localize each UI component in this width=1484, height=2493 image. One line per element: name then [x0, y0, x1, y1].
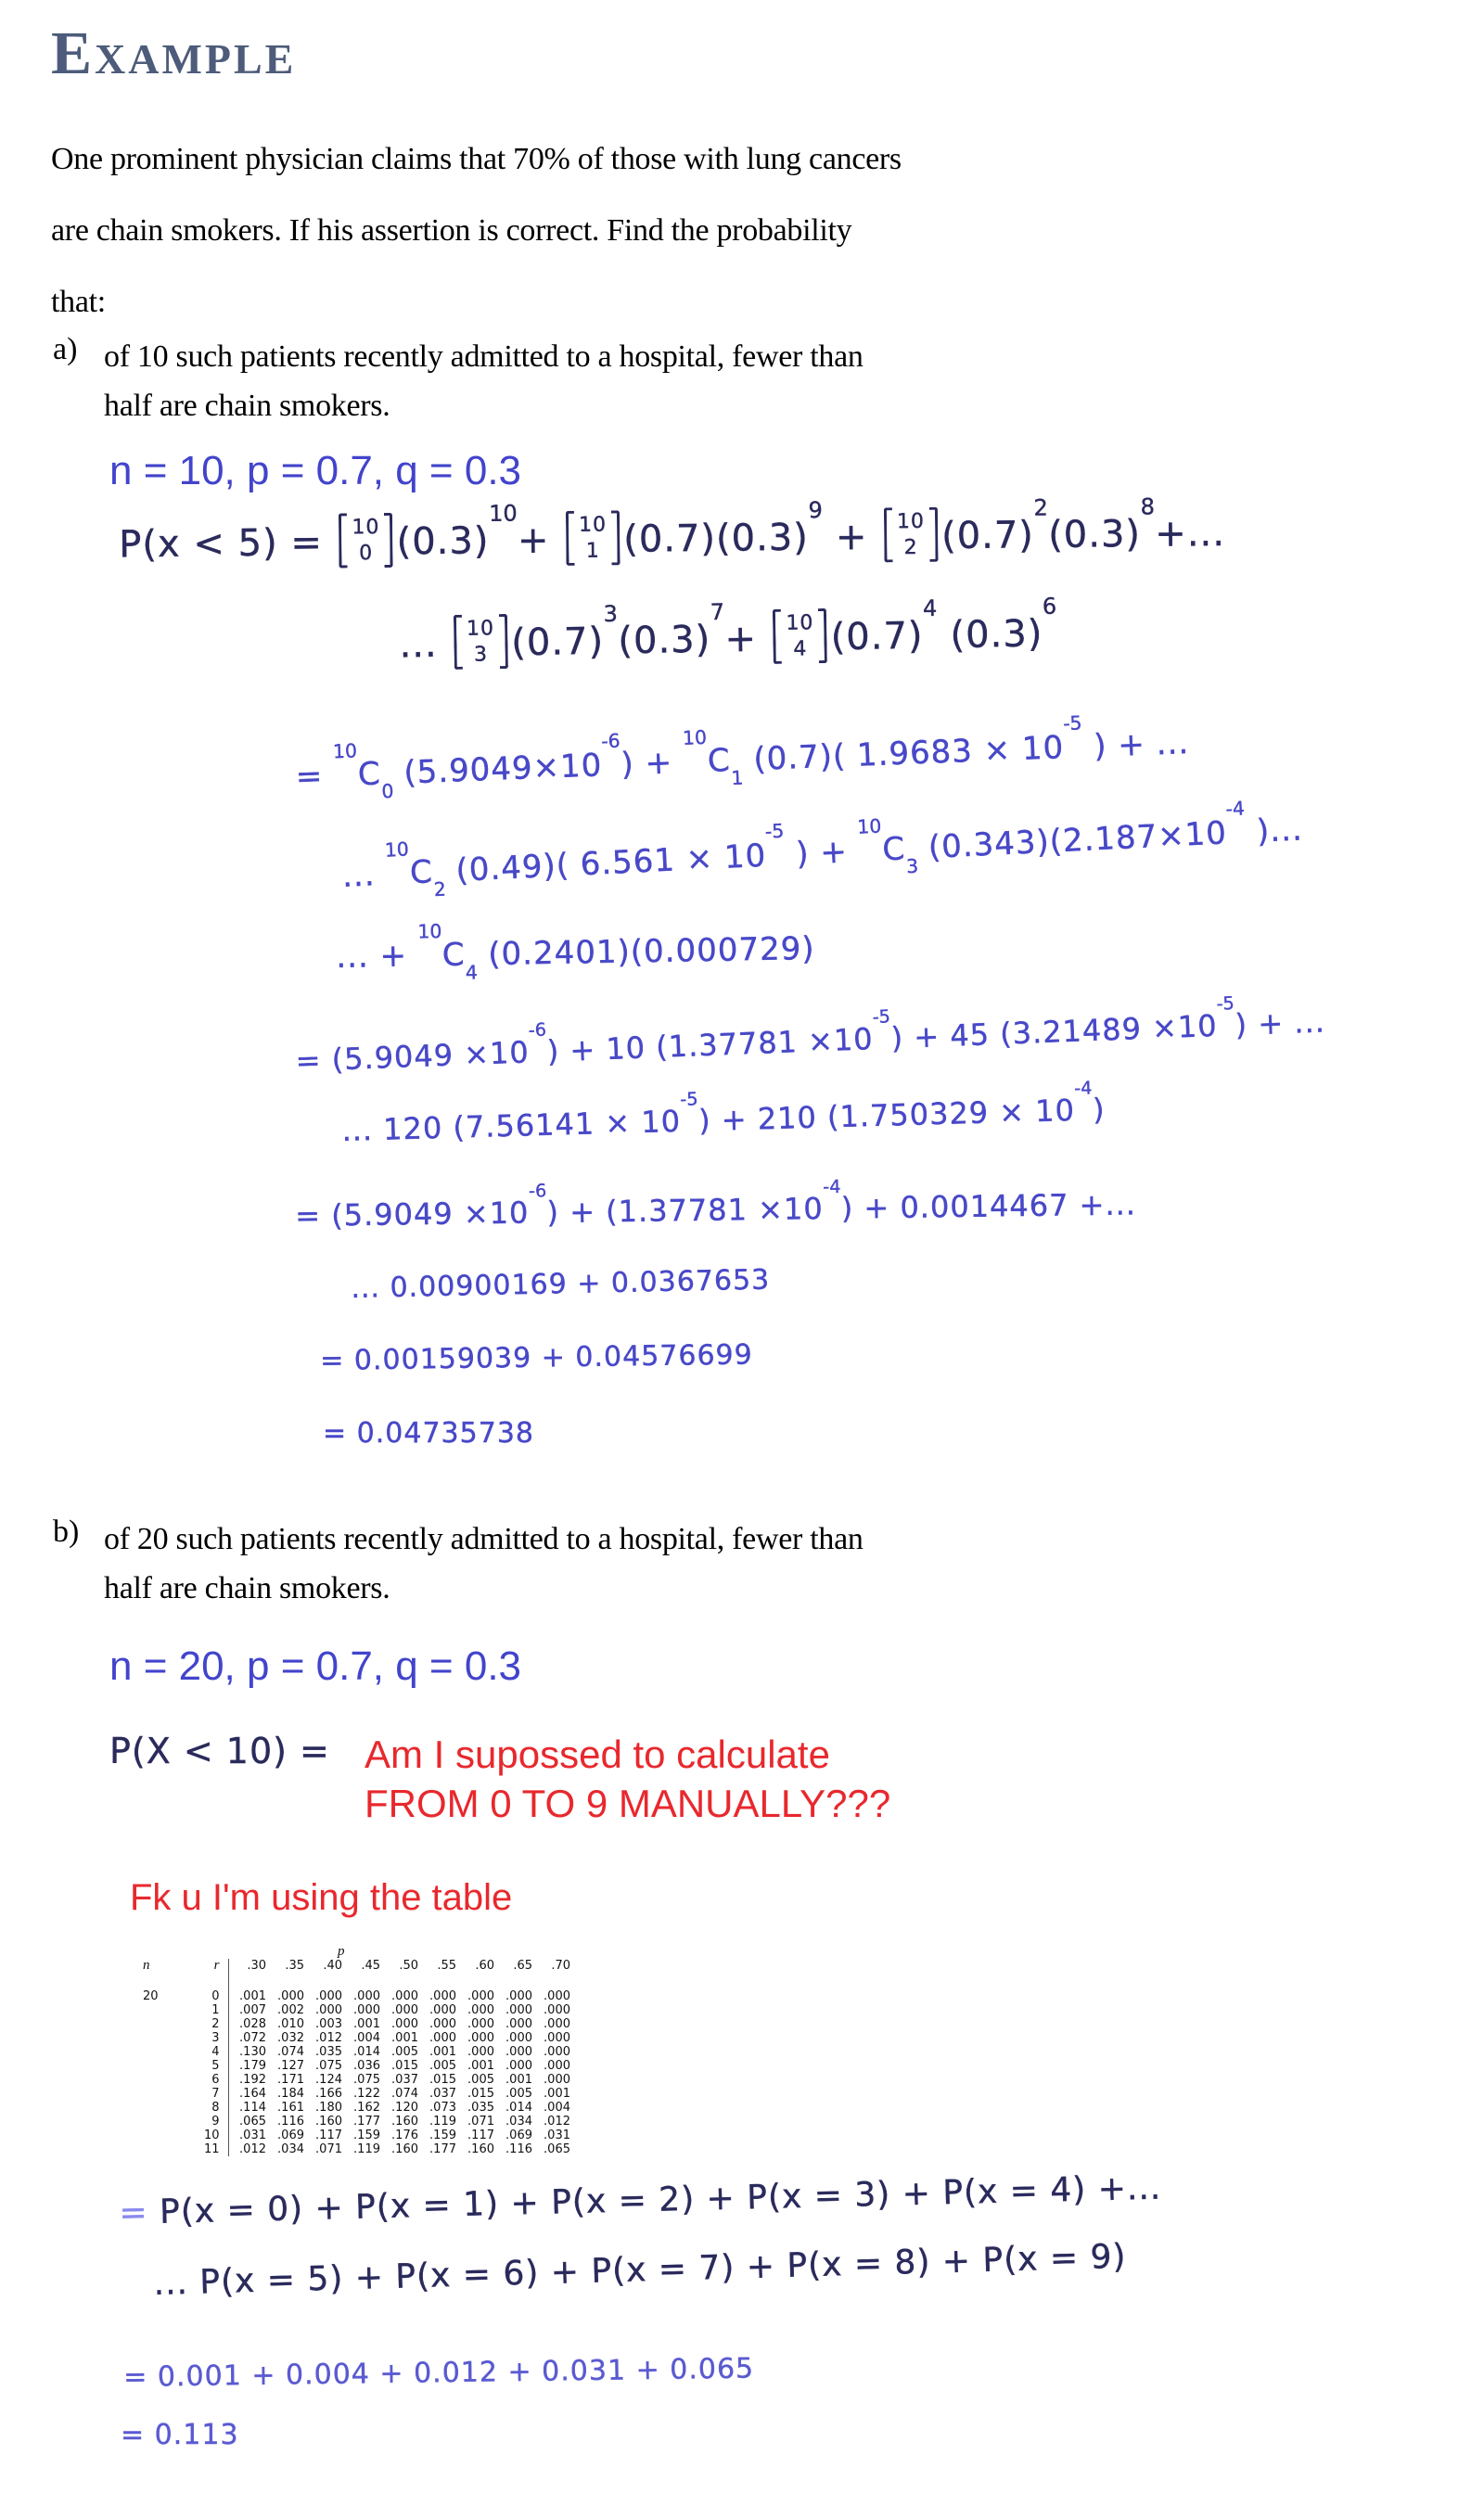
table-row: 9 .065 .116 .160 .177 .160 .119 .071 .034 .012	[139, 2115, 570, 2129]
part-b-parameters: n = 20, p = 0.7, q = 0.3	[109, 1643, 522, 1689]
math-line-b-1: = P(x = 0) + P(x = 1) + P(x = 2) + P(x = 3) + P(x = 4) +...	[119, 2168, 1162, 2232]
table-spacer-row	[139, 1973, 570, 1989]
red-annotation-line-2: FROM 0 TO 9 MANUALLY???	[365, 1782, 891, 1825]
math-line-a-9: ... 0.00900169 + 0.0367653	[351, 1263, 771, 1305]
table-p-label: p	[338, 1944, 345, 1959]
math-line-a-2: ... 10 3 $(0.7)^3(0.3)^7+$ 10 4 $(0.7)^4$ $(0.3)^6$	[399, 608, 1057, 674]
math-line-a-result: = 0.04735738	[323, 1417, 534, 1450]
math-line-b-result: = 0.113	[121, 2419, 239, 2451]
math-line-a-5: ... + $^{10}C_4$ (0.2401)(0.000729)	[336, 920, 815, 984]
table-p-label-row	[139, 1944, 570, 1959]
binomial-coefficient: 10 3	[454, 614, 508, 670]
table-row: 4 .130 .074 .035 .014 .005 .001 .000 .000 .000	[139, 2045, 570, 2059]
math-line-a-3: = $^{10}C_0$ $(5.9049\times 10^{-6}) + ^{10}C_1$ (0.7)( $1.9683 \times 10^{-5}$ ) + ...	[295, 711, 1190, 803]
problem-statement-line: One prominent physician claims that 70% of those with lung cancers	[51, 142, 902, 176]
binomial-probability-table	[139, 1944, 570, 2156]
table-row: 20 0 .001 .000 .000 .000 .000 .000 .000 .000 .000	[143, 1989, 570, 2003]
binomial-coefficient: 10 0	[339, 513, 393, 569]
math-line-b-3: = 0.001 + 0.004 + 0.012 + 0.031 + 0.065	[123, 2352, 755, 2394]
part-a-parameters: n = 10, p = 0.7, q = 0.3	[109, 448, 522, 493]
binomial-coefficient: 10 4	[773, 608, 827, 664]
table-row: 6 .192 .171 .124 .075 .037 .015 .005 .001 .000	[139, 2073, 570, 2087]
part-b-marker: b)	[53, 1515, 80, 1549]
binomial-coefficient: 10 1	[566, 510, 620, 566]
table-row: 8 .114 .161 .180 .162 .120 .073 .035 .014 .004	[139, 2101, 570, 2115]
part-a-text	[104, 332, 864, 430]
table-header-row: n r .30 .35 .40 .45 .50 .55 .60 .65 .70	[143, 1958, 570, 1973]
red-annotation-line-1: Am I supossed to calculate	[365, 1732, 830, 1776]
problem-statement-line: that:	[51, 285, 106, 319]
math-line-a-1: P(x < 5) = 10 0 $(0.3)^{10}+$ 10 1 $(0.7)(0.3)^9$ + 10 2 $(0.7)^2(0.3)^8+$...	[119, 508, 1225, 574]
part-b-text	[104, 1515, 864, 1613]
table-row: 1 .007 .002 .000 .000 .000 .000 .000 .000 .000	[139, 2003, 570, 2017]
math-line-a-7: ... 120 $(7.56141 \times 10^{-5}) + 210$ $(1.750329 \times 10^{-4})$	[341, 1077, 1107, 1148]
table-row: 5 .179 .127 .075 .036 .015 .005 .001 .000 .000	[139, 2059, 570, 2073]
part-b-text-line: half are chain smokers.	[104, 1571, 390, 1605]
math-line-a-6: = $(5.9049 \times 10^{-6}) + 10$ $(1.37781 \times 10^{-5}) + 45$ $(3.21489 \times 10^{-5})$ + ...	[295, 992, 1326, 1079]
table-row: 11 .012 .034 .071 .119 .160 .177 .160 .116 .065	[139, 2142, 570, 2156]
problem-statement-line: are chain smokers. If his assertion is correct. Find the probability	[51, 213, 852, 248]
part-b-text-line: of 20 such patients recently admitted to a hospital, fewer than	[104, 1522, 864, 1556]
math-line-a-8: = $(5.9049 \times 10^{-6}) + (1.37781 \times 10^{-4}) + 0.0014467$ +...	[295, 1175, 1137, 1234]
math-line-b-2: ... P(x = 5) + P(x = 6) + P(x = 7) + P(x = 8) + P(x = 9)	[153, 2237, 1128, 2303]
problem-statement	[51, 123, 902, 338]
table-row: 2 .028 .010 .003 .001 .000 .000 .000 .000 .000	[139, 2017, 570, 2031]
math-line-a-4: ... $^{10}C_2$ (0.49)( $6.561 \times 10^{-5}$ ) + $^{10}C_3$ $(0.343)(2.187\times 10^{-4}$ )...	[341, 797, 1304, 901]
red-note: Fk u I'm using the table	[130, 1877, 513, 1918]
table-row: 3 .072 .032 .012 .004 .001 .000 .000 .000 .000	[139, 2031, 570, 2045]
part-a-text-line: of 10 such patients recently admitted to a hospital, fewer than	[104, 339, 864, 374]
table-row: 10 .031 .069 .117 .159 .176 .159 .117 .069 .031	[139, 2129, 570, 2142]
binomial-coefficient: 10 2	[884, 507, 939, 563]
part-a-marker: a)	[53, 332, 78, 366]
binomial-table	[139, 1944, 570, 2156]
math-line-a-10: = 0.00159039 + 0.04576699	[320, 1338, 753, 1377]
math-line-b-lhs: P(X < 10) =	[109, 1731, 330, 1771]
part-a-text-line: half are chain smokers.	[104, 389, 390, 423]
red-annotation	[365, 1730, 890, 1828]
table-row: 7 .164 .184 .166 .122 .074 .037 .015 .005 .001	[139, 2087, 570, 2101]
page-title: Example	[51, 19, 297, 87]
